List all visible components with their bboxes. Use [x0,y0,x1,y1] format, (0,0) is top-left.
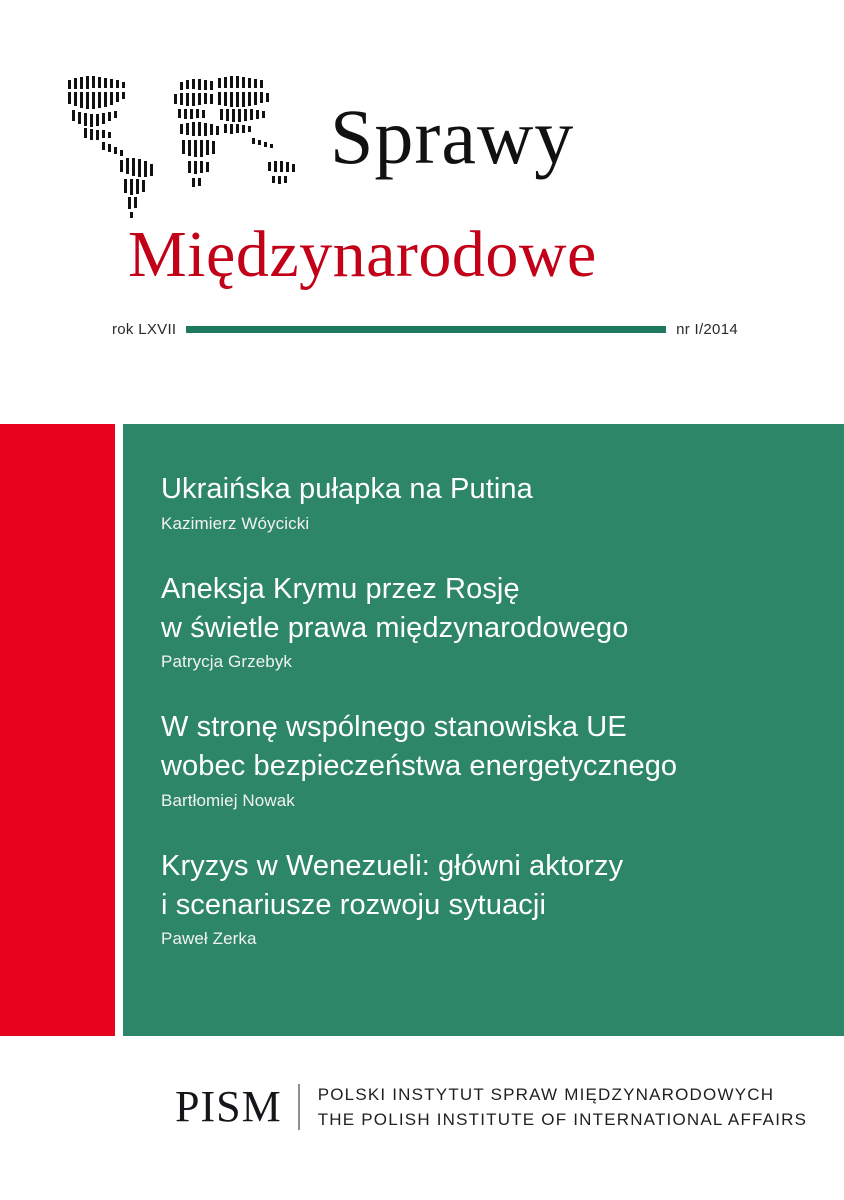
contents-block [0,424,844,1036]
journal-title-main-text: Sprawy [330,93,575,180]
issue-divider-rule [186,326,666,333]
issue-line [112,318,738,340]
article-author: Patrycja Grzebyk [161,652,293,672]
list-item[interactable] [161,708,818,813]
contents-panel [123,424,844,1036]
list-item[interactable] [161,847,818,952]
issue-year: rok LXVII [112,320,177,338]
journal-title-sub [128,218,597,291]
journal-title-main [330,93,575,180]
journal-title-sub-text: Międzynarodowe [128,218,597,291]
masthead [0,0,844,396]
article-author: Kazimierz Wóycicki [161,513,310,533]
article-author: Paweł Zerka [161,929,257,949]
table-of-contents [161,470,818,951]
list-item[interactable] [161,470,818,536]
article-author: Bartłomiej Nowak [161,790,295,810]
red-accent-bar [0,424,115,1036]
article-title: Kryzys w Wenezueli: główni aktorzy i scenariusze rozwoju sytuacji [161,849,624,921]
publisher-footer [0,1062,844,1200]
article-title: Aneksja Krymu przez Rosję w świetle prawa międzynarodowego [161,572,629,644]
issue-number: nr I/2014 [676,320,738,338]
pism-logo: PISM [175,1082,282,1131]
world-map-icon [62,62,332,222]
article-title: Ukraińska pułapka na Putina [161,473,533,505]
list-item[interactable] [161,570,818,675]
publisher-name-pl: POLSKI INSTYTUT SPRAW MIĘDZYNARODOWYCH [317,1084,775,1104]
publisher-name-en: THE POLISH INSTITUTE OF INTERNATIONAL AFFAIRS [317,1109,808,1129]
footer-divider [298,1084,300,1130]
article-title: W stronę wspólnego stanowiska UE wobec bezpieczeństwa energetycznego [161,711,678,783]
